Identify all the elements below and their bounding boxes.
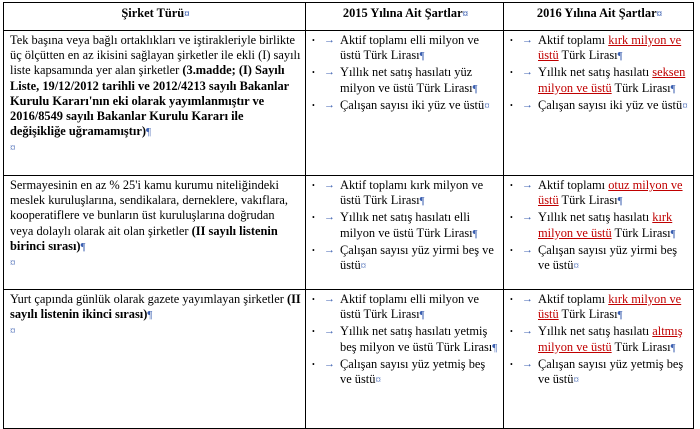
company-type-cell	[4, 31, 306, 176]
conditions-2015-cell	[306, 31, 504, 176]
bullet-icon: •	[312, 213, 315, 223]
bullet-icon: •	[510, 181, 513, 190]
pilcrow-mark: ¶	[419, 195, 425, 208]
condition-fragment: Yıllık net satış hasılatı yüz milyon ve üstü Türk Lirası	[340, 65, 473, 95]
condition-fragment: Aktif toplamı	[538, 292, 609, 306]
header-2015-conditions: 2015 Yılına Ait Şartlar¤	[306, 3, 504, 31]
table-header-row	[4, 3, 694, 31]
condition-text	[340, 243, 499, 274]
condition-text	[538, 65, 689, 96]
condition-fragment: Çalışan sayısı iki yüz ve üstü	[340, 97, 485, 112]
pilcrow-mark: ¶	[670, 341, 676, 354]
company-type-text: Tek başına veya bağlı ortaklıkları ve iştirakleriyle birlikte üç ölçütten en az ikisini sağlayan şirketler ile ekli (I) sayılı liste kapsamında yer alan şirketler	[10, 33, 301, 78]
conditions-2016-cell	[504, 31, 694, 176]
condition-fragment: Çalışan sayısı yüz yetmiş beş ve üstü	[340, 356, 486, 387]
condition-fragment: Yıllık net satış hasılatı	[538, 210, 653, 225]
cell-end-mark: ¤	[682, 99, 688, 112]
condition-text	[340, 98, 499, 114]
condition-item	[312, 292, 499, 323]
pilcrow-mark: ¶	[80, 240, 86, 253]
condition-fragment: Türk Lirası	[558, 48, 618, 63]
condition-item	[510, 292, 689, 323]
cell-end-mark: ¤	[573, 374, 579, 387]
condition-fragment: Türk Lirası	[611, 80, 671, 95]
tab-arrow-icon: →	[522, 34, 533, 46]
conditions-2015-cell	[306, 176, 504, 290]
tab-arrow-icon: →	[324, 357, 335, 370]
condition-text	[340, 324, 499, 355]
cell-end-mark: ¤	[10, 257, 16, 270]
pilcrow-mark: ¶	[472, 82, 478, 95]
condition-fragment: Çalışan sayısı yüz yirmi beş ve üstü	[538, 242, 678, 273]
tab-arrow-icon: →	[324, 325, 335, 338]
condition-item	[510, 178, 689, 209]
bullet-icon: •	[312, 295, 315, 304]
condition-fragment: Türk Lirası	[611, 225, 671, 240]
tab-arrow-icon: →	[522, 211, 533, 224]
bullet-icon: •	[510, 100, 513, 110]
cell-end-mark: ¤	[10, 325, 16, 338]
condition-text	[538, 210, 689, 241]
condition-text	[538, 98, 689, 114]
pilcrow-mark: ¶	[147, 309, 153, 322]
condition-fragment: Türk Lirası	[558, 193, 618, 208]
condition-item	[510, 210, 689, 241]
company-type-reference: (II sayılı listenin birinci sırası)	[10, 223, 278, 253]
condition-text	[538, 33, 689, 64]
condition-item	[510, 65, 689, 96]
changed-value: seksen milyon ve üstü	[538, 65, 686, 95]
condition-fragment: Aktif toplamı	[538, 33, 609, 47]
tab-arrow-icon: →	[324, 34, 335, 46]
condition-fragment: Yıllık net satış hasılatı elli milyon ve üstü Türk Lirası	[340, 210, 473, 240]
condition-text	[538, 292, 689, 323]
company-type-reference: (II sayılı listenin ikinci sırası)	[10, 292, 301, 322]
condition-fragment: Aktif toplamı elli milyon ve üstü Türk Lirası	[340, 292, 480, 322]
tab-arrow-icon: →	[324, 179, 335, 191]
company-type-text: Sermayesinin en az % 25'i kamu kurumu niteliğindeki meslek kuruluşlarına, sendikalara, derneklere, vakıflara, kooperatiflere ve bunların üst kuruluşlarına doğrudan veya dolaylı olarak ait olan şirketler	[10, 178, 288, 238]
bullet-icon: •	[510, 327, 513, 337]
tab-arrow-icon: →	[522, 179, 533, 191]
company-type-cell	[4, 176, 306, 290]
cell-end-mark: ¤	[375, 374, 381, 387]
pilcrow-mark: ¶	[617, 309, 623, 322]
pilcrow-mark: ¶	[617, 50, 623, 63]
tab-arrow-icon: →	[324, 211, 335, 224]
bullet-icon: •	[510, 68, 513, 78]
condition-text	[340, 292, 499, 323]
pilcrow-mark: ¶	[670, 82, 676, 95]
condition-item	[312, 357, 499, 388]
condition-item	[312, 210, 499, 241]
condition-fragment: Yıllık net satış hasılatı yetmiş beş milyon ve üstü Türk Lirası	[340, 324, 493, 354]
changed-value: kırk milyon ve üstü	[538, 33, 682, 63]
bullet-icon: •	[510, 245, 513, 255]
condition-item	[312, 324, 499, 355]
bullet-icon: •	[510, 295, 513, 304]
conditions-2015-cell	[306, 290, 504, 429]
conditions-2016-cell	[504, 176, 694, 290]
cell-end-mark: ¤	[10, 142, 16, 155]
changed-value: altmış milyon ve üstü	[538, 324, 683, 354]
bullet-icon: •	[510, 213, 513, 223]
bullet-icon: •	[312, 181, 315, 190]
condition-item	[312, 65, 499, 96]
bullet-icon: •	[312, 327, 315, 337]
tab-arrow-icon: →	[522, 325, 533, 338]
condition-item	[312, 98, 499, 114]
condition-item	[510, 324, 689, 355]
table-row	[4, 31, 694, 176]
tab-arrow-icon: →	[522, 293, 533, 305]
company-type-reference: (3.madde; (I) Sayılı Liste, 19/12/2012 tarihli ve 2012/4213 sayılı Bakanlar Kurulu Kararı'nın eki olarak yayımlanmıştır ve 2016/8549 sayılı Bakanlar Kurulu Kararı ile değişikliğe uğramamıştır)	[10, 63, 289, 139]
pilcrow-mark: ¶	[419, 309, 425, 322]
tab-arrow-icon: →	[522, 98, 533, 111]
pilcrow-mark: ¶	[472, 227, 478, 240]
company-type-cell	[4, 290, 306, 429]
condition-fragment: Aktif toplamı elli milyon ve üstü Türk Lirası	[340, 33, 480, 63]
conditions-table	[3, 2, 694, 429]
pilcrow-mark: ¶	[145, 126, 151, 139]
bullet-icon: •	[312, 100, 315, 110]
changed-value: otuz milyon ve üstü	[538, 178, 683, 208]
condition-item	[510, 98, 689, 114]
condition-fragment: Yıllık net satış hasılatı	[538, 65, 653, 80]
changed-value: kırk milyon ve üstü	[538, 292, 682, 322]
bullet-icon: •	[312, 359, 315, 369]
tab-arrow-icon: →	[324, 243, 335, 256]
bullet-icon: •	[312, 36, 315, 45]
tab-arrow-icon: →	[324, 66, 335, 79]
condition-fragment: Çalışan sayısı yüz yetmiş beş ve üstü	[538, 356, 684, 387]
condition-text	[538, 178, 689, 209]
cell-end-mark: ¤	[484, 99, 490, 112]
tab-arrow-icon: →	[324, 98, 335, 111]
bullet-icon: •	[312, 68, 315, 78]
cell-end-mark: ¤	[573, 260, 579, 273]
conditions-2016-cell	[504, 290, 694, 429]
condition-item	[510, 243, 689, 274]
tab-arrow-icon: →	[324, 293, 335, 305]
condition-text	[538, 357, 689, 388]
condition-text	[340, 210, 499, 241]
condition-fragment: Türk Lirası	[611, 339, 671, 354]
condition-fragment: Çalışan sayısı yüz yirmi beş ve üstü	[340, 242, 494, 273]
condition-text	[340, 65, 499, 96]
condition-item	[312, 243, 499, 274]
condition-item	[510, 357, 689, 388]
condition-fragment: Aktif toplamı kırk milyon ve üstü Türk Lirası	[340, 178, 484, 208]
tab-arrow-icon: →	[522, 243, 533, 256]
table-row	[4, 176, 694, 290]
header-company-type: Şirket Türü¤	[4, 3, 306, 31]
condition-text	[340, 178, 499, 209]
tab-arrow-icon: →	[522, 66, 533, 79]
condition-fragment: Çalışan sayısı iki yüz ve üstü	[538, 97, 683, 112]
condition-item	[510, 33, 689, 64]
condition-text	[340, 357, 499, 388]
condition-item	[312, 33, 499, 64]
company-type-text: Yurt çapında günlük olarak gazete yayımlayan şirketler	[10, 292, 287, 306]
pilcrow-mark: ¶	[670, 227, 676, 240]
pilcrow-mark: ¶	[419, 50, 425, 63]
condition-fragment: Yıllık net satış hasılatı	[538, 324, 653, 339]
bullet-icon: •	[312, 245, 315, 255]
cell-end-mark: ¤	[360, 260, 367, 273]
condition-fragment: Aktif toplamı	[538, 178, 609, 192]
pilcrow-mark: ¶	[617, 195, 623, 208]
changed-value: kırk milyon ve üstü	[538, 210, 673, 240]
table-row	[4, 290, 694, 429]
condition-text	[340, 33, 499, 64]
condition-fragment: Türk Lirası	[558, 307, 618, 322]
tab-arrow-icon: →	[522, 357, 533, 370]
condition-text	[538, 324, 689, 355]
header-2016-conditions: 2016 Yılına Ait Şartlar¤	[504, 3, 694, 31]
bullet-icon: •	[510, 36, 513, 45]
condition-item	[312, 178, 499, 209]
bullet-icon: •	[510, 359, 513, 369]
pilcrow-mark: ¶	[492, 341, 498, 354]
condition-text	[538, 243, 689, 274]
